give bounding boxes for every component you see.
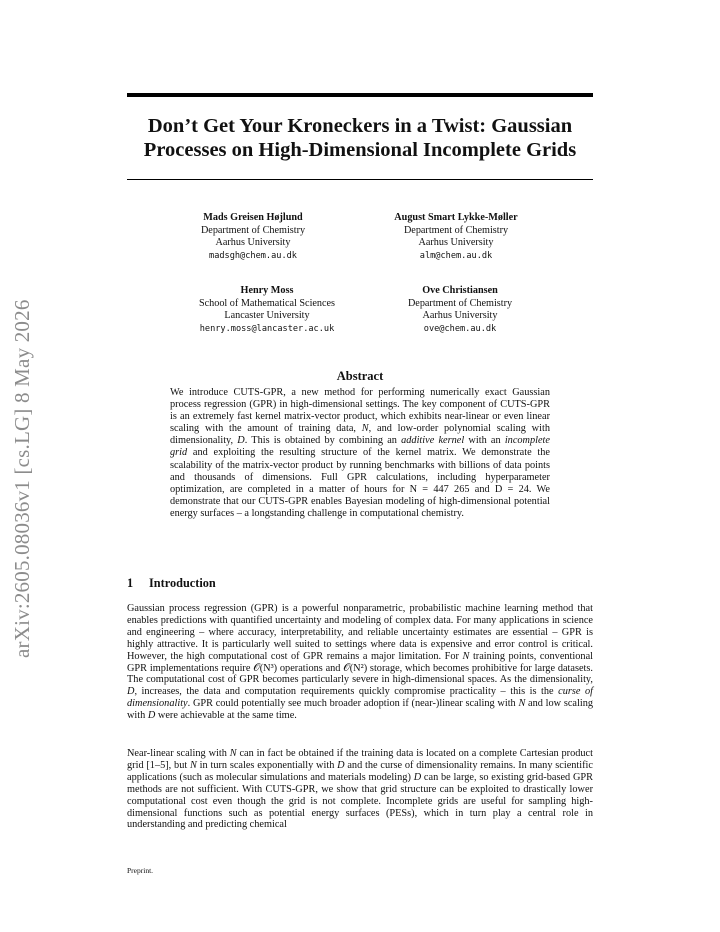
author-name: Mads Greisen Højlund	[203, 212, 303, 223]
author-name: Henry Moss	[240, 285, 294, 296]
title-top-rule	[127, 93, 593, 97]
author-affiliation: Aarhus University	[418, 237, 494, 249]
author-email: ove@chem.au.dk	[423, 323, 497, 334]
author-affiliation: Aarhus University	[422, 310, 498, 322]
paper-title: Don’t Get Your Kroneckers in a Twist: Gaussian Processes on High-Dimensional Incomplete Grids	[143, 115, 577, 161]
author-block	[157, 285, 377, 335]
author-affiliation: Aarhus University	[215, 237, 291, 249]
intro-paragraph: Gaussian process regression (GPR) is a powerful nonparametric, probabilistic machine learning method that enables predictions with quantified uncertainty and modeling of complex data. For many applications in science and engineering – where accuracy, interpretability, and reliable uncertainty estimates are essential – GPR is highly attractive. It is particularly well suited to settings where data is expensive and error control is critical. However, the high computational cost of GPR remains a major limitation. For N training points, conventional GPR implementations require 𝒪(N³) operations and 𝒪(N²) storage, which becomes prohibitive for large datasets. The computational cost of GPR becomes particularly severe in high-dimensional spaces. As the dimensionality, D, increases, the data and computation requirements quickly compromise practicality – this is the curse of dimensionality. GPR could potentially see much broader adoption if (near-)linear scaling with N and low scaling with D were achievable at the same time.	[127, 603, 594, 722]
author-block	[346, 212, 566, 262]
footer-note: Preprint.	[127, 866, 154, 875]
author-name: August Smart Lykke-Møller	[394, 212, 518, 223]
section-title: Introduction	[149, 576, 216, 590]
author-name: Ove Christiansen	[422, 285, 498, 296]
section-number: 1	[127, 576, 134, 590]
author-email: madsgh@chem.au.dk	[209, 250, 297, 261]
author-affiliation: School of Mathematical Sciences	[198, 297, 336, 309]
abstract-text: We introduce CUTS-GPR, a new method for performing numerically exact Gaussian process regression (GPR) in high-dimensional settings. The key component of CUTS-GPR is an extremely fast kernel matrix-vector product, which exhibits near-linear or even linear scaling with the amount of training data, N, and low-order polynomial scaling with dimensionality, D. This is obtained by combining an additive kernel with an incomplete grid and exploiting the resulting structure of the kernel matrix. We demonstrate the scalability of the matrix-vector product by running benchmarks with billions of data points and thousands of dimensions. Full GPR calculations, including hyperparameter optimization, are completed in a matter of hours for N = 447 265 and D = 24. We demonstrate that our CUTS-GPR enables Bayesian modeling of high-dimensional potential energy surfaces – a longstanding challenge in computational chemistry.	[170, 387, 550, 519]
abstract-heading: Abstract	[336, 369, 384, 383]
author-email: henry.moss@lancaster.ac.uk	[199, 323, 335, 334]
arxiv-watermark: arXiv:2605.08036v1 [cs.LG] 8 May 2026	[10, 299, 34, 658]
author-block	[350, 285, 570, 335]
title-bottom-rule	[127, 179, 593, 180]
author-email: alm@chem.au.dk	[419, 250, 493, 261]
intro-paragraph: Near-linear scaling with N can in fact be obtained if the training data is located on a complete Cartesian product grid [1–5], but N in turn scales exponentially with D and the curse of dimensionality remains. In many scientific applications (such as molecular simulations and materials modeling) D can be large, so existing grid-based GPR methods are not sufficient. With CUTS-GPR, we show that grid structure can be exploited to drastically lower computational cost even though the grid is not complete. Incomplete grids are useful for sampling high-dimensional functions such as potential energy surfaces (PESs), which in turn play a central role in understanding and predicting chemical	[127, 748, 594, 831]
author-affiliation: Department of Chemistry	[403, 224, 509, 236]
author-affiliation: Department of Chemistry	[200, 224, 306, 236]
author-affiliation: Lancaster University	[224, 310, 310, 322]
section-heading	[127, 576, 593, 591]
author-affiliation: Department of Chemistry	[407, 297, 513, 309]
author-block	[143, 212, 363, 262]
